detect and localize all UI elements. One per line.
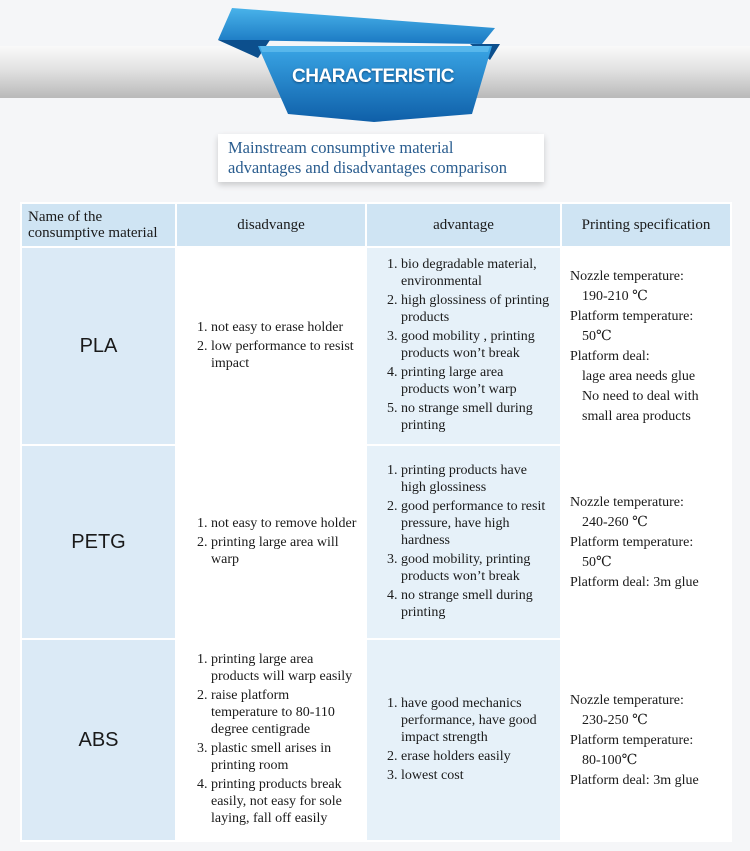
material-name: PETG (21, 445, 176, 639)
disadvantages-cell (176, 445, 366, 639)
list-item: 1. bio degradable material, environmental (401, 256, 554, 290)
header-name (21, 203, 176, 247)
table-row (21, 639, 731, 841)
header-advantage: advantage (366, 203, 561, 247)
list-item: 3. good mobility, printing products won’t break (401, 551, 554, 585)
subtitle-line-1: Mainstream consumptive material (228, 138, 454, 157)
list-item: 4. no strange smell during printing (401, 587, 554, 621)
list-item: 2. raise platform temperature to 80-110 degree centigrade (211, 687, 359, 738)
list-item: 2. high glossiness of printing products (401, 292, 554, 326)
list-item: 1. printing large area products will warp easily (211, 651, 359, 685)
advantages-cell (366, 445, 561, 639)
subtitle-box (218, 134, 544, 182)
list-item: 1. not easy to erase holder (211, 319, 359, 336)
header-name-line-1: Name of the (28, 209, 103, 225)
spec-line: 50℃ (582, 554, 612, 570)
table-row (21, 445, 731, 639)
spec-line: 80-100℃ (582, 752, 638, 768)
advantages-cell (366, 247, 561, 445)
header-banner (0, 0, 750, 130)
list-item: 2. erase holders easily (401, 748, 554, 765)
spec-line: Platform deal: 3m glue (570, 574, 699, 590)
spec-cell (561, 247, 731, 445)
spec-line: Platform temperature: (570, 732, 694, 748)
list-item: 1. have good mechanics performance, have good impact strength (401, 695, 554, 746)
spec-line: 50℃ (582, 328, 612, 344)
table-row (21, 247, 731, 445)
list-item: 2. good performance to resit pressure, have high hardness (401, 498, 554, 549)
spec-line: Nozzle temperature: (570, 692, 684, 708)
spec-line: No need to deal with (582, 388, 699, 404)
spec-line: 230-250 ℃ (582, 712, 648, 728)
list-item: 1. printing products have high glossiness (401, 462, 554, 496)
list-item: 3. plastic smell arises in printing room (211, 740, 359, 774)
list-item: 1. not easy to remove holder (211, 515, 359, 532)
spec-line: 190-210 ℃ (582, 288, 648, 304)
list-item: 5. no strange smell during printing (401, 400, 554, 434)
header-disadvantage: disadvange (176, 203, 366, 247)
comparison-table (20, 202, 732, 842)
spec-line: Platform deal: 3m glue (570, 772, 699, 788)
spec-line: Nozzle temperature: (570, 494, 684, 510)
table-header-row (21, 203, 731, 247)
spec-cell (561, 639, 731, 841)
material-name: ABS (21, 639, 176, 841)
spec-line: Nozzle temperature: (570, 268, 684, 284)
spec-line: Platform temperature: (570, 308, 694, 324)
list-item: 2. printing large area will warp (211, 534, 359, 568)
spec-line: Platform deal: (570, 348, 650, 364)
list-item: 4. printing large area products won’t warp (401, 364, 554, 398)
banner-title: CHARACTERISTIC (292, 66, 454, 87)
spec-line: lage area needs glue (582, 368, 696, 384)
material-name: PLA (21, 247, 176, 445)
list-item: 2. low performance to resist impact (211, 338, 359, 372)
list-item: 3. lowest cost (401, 767, 554, 784)
spec-cell (561, 445, 731, 639)
subtitle-line-2: advantages and disadvantages comparison (228, 158, 508, 177)
disadvantages-cell (176, 639, 366, 841)
header-name-line-2: consumptive material (28, 225, 158, 241)
advantages-cell (366, 639, 561, 841)
spec-line: 240-260 ℃ (582, 514, 648, 530)
list-item: 4. printing products break easily, not easy for sole laying, fall off easily (211, 776, 359, 827)
list-item: 3. good mobility , printing products won’t break (401, 328, 554, 362)
disadvantages-cell (176, 247, 366, 445)
header-spec: Printing specification (561, 203, 731, 247)
spec-line: Platform temperature: (570, 534, 694, 550)
spec-line: small area products (582, 408, 691, 424)
